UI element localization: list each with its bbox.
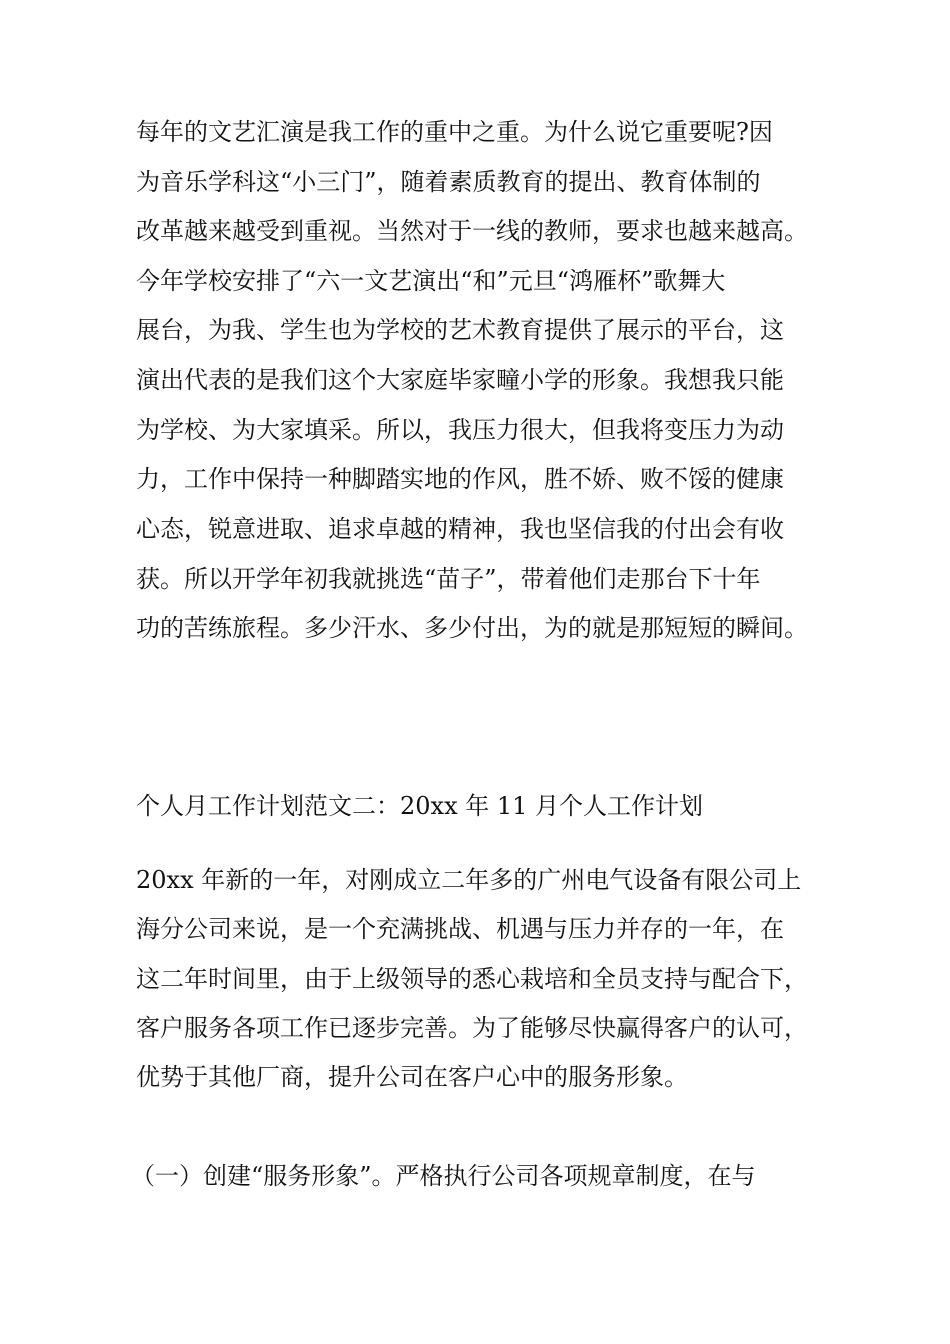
- paragraph-1-line-8: 力，工作中保持一种脚踏实地的作风，胜不娇、败不馁的健康: [136, 465, 784, 493]
- paragraph-2-line-2: 海分公司来说，是一个充满挑战、机遇与压力并存的一年，在: [136, 915, 784, 943]
- paragraph-3-line-1: （一）创建“服务形象”。严格执行公司各项规章制度，在与: [131, 1162, 756, 1190]
- section-heading: 个人月工作计划范文二：20xx 年 11 月个人工作计划: [136, 792, 704, 820]
- paragraph-2-line-3: 这二年时间里，由于上级领导的悉心栽培和全员支持与配合下，: [136, 965, 808, 993]
- paragraph-1-line-10: 获。所以开学年初我就挑选“苗子”，带着他们走那台下十年: [136, 565, 761, 593]
- paragraph-1-line-3: 改革越来越受到重视。当然对于一线的教师，要求也越来越高。: [136, 217, 808, 245]
- paragraph-2-line-1: 20xx 年新的一年，对刚成立二年多的广州电气设备有限公司上: [136, 866, 802, 894]
- paragraph-1-line-4: 今年学校安排了“六一文艺演出“和”元旦“鸿雁杯”歌舞大: [136, 267, 726, 295]
- paragraph-1-line-2: 为音乐学科这“小三门”，随着素质教育的提出、教育体制的: [136, 168, 761, 196]
- paragraph-2-line-4: 客户服务各项工作已逐步完善。为了能够尽快赢得客户的认可，: [136, 1014, 808, 1042]
- paragraph-2-line-5: 优势于其他厂商，提升公司在客户心中的服务形象。: [136, 1063, 688, 1091]
- paragraph-1-line-5: 展台，为我、学生也为学校的艺术教育提供了展示的平台，这: [136, 316, 784, 344]
- paragraph-1-line-6: 演出代表的是我们这个大家庭毕家疃小学的形象。我想我只能: [136, 366, 784, 394]
- paragraph-1-line-11: 功的苦练旅程。多少汗水、多少付出，为的就是那短短的瞬间。: [136, 614, 808, 642]
- paragraph-1-line-9: 心态，锐意进取、追求卓越的精神，我也坚信我的付出会有收: [136, 515, 784, 543]
- paragraph-1-line-1: 每年的文艺汇演是我工作的重中之重。为什么说它重要呢?因: [136, 118, 773, 146]
- paragraph-1-line-7: 为学校、为大家填采。所以，我压力很大，但我将变压力为动: [136, 416, 784, 444]
